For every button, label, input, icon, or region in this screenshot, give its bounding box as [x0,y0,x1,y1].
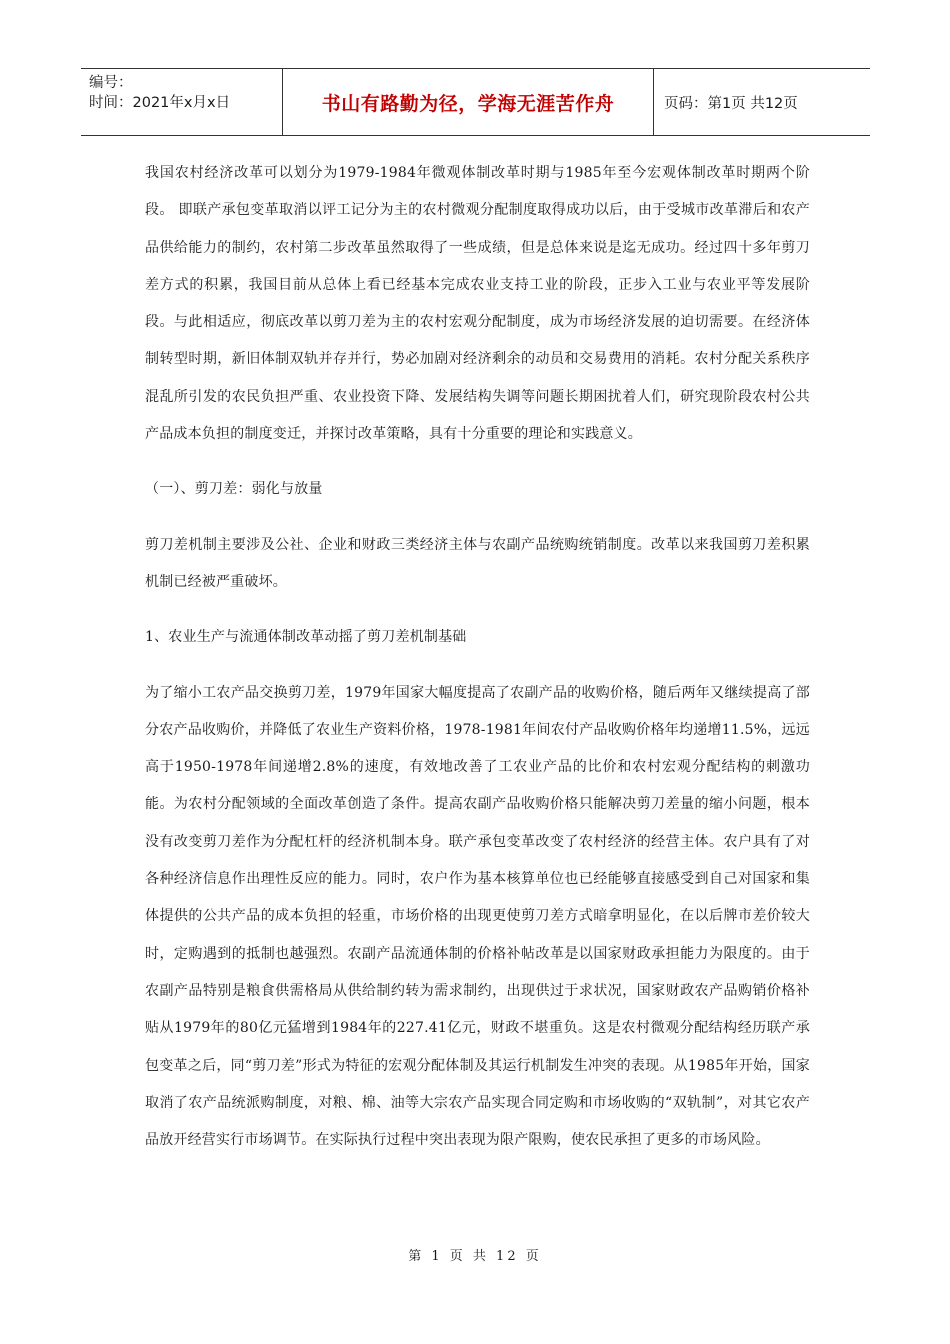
header-motto: 书山有路勤为径，学海无涯苦作舟 [283,69,654,135]
header-page-info: 页码：第1页 共12页 [664,95,798,112]
page-header [81,68,870,136]
page-footer: 第 1 页 共 12 页 [408,1249,542,1264]
intro-paragraph: 我国农村经济改革可以划分为1979-1984年微观体制改革时期与1985年至今宏观体制改革时期两个阶段。 即联产承包变革取消以评工记分为主的农村微观分配制度取得成功以后，由于受城市改革滞后和农产品供给能力的制约，农村第二步改革虽然取得了一些成绩，但是总体来说是迄无成功。经过四十多年剪刀差方式的积累，我国目前从总体上看已经基本完成农业支持工业的阶段，正步入工业与农业平等发展阶段。与此相适应，彻底改革以剪刀差为主的农村宏观分配制度，成为市场经济发展的迫切需要。在经济体制转型时期，新旧体制双轨并存并行，势必加剧对经济剩余的动员和交易费用的消耗。农村分配关系秩序混乱所引发的农民负担严重、农业投资下降、发展结构失调等问题长期困扰着人们，研究现阶段农村公共产品成本负担的制度变迁，并探讨改革策略，具有十分重要的理论和实践意义。 [145,165,810,443]
header-meta-cell [81,69,283,135]
subsection-paragraph: 为了缩小工农产品交换剪刀差，1979年国家大幅度提高了农副产品的收购价格，随后两年又继续提高了部分农产品收购价，并降低了农业生产资料价格，1978-1981年间农付产品收购价格年均递增11.5%，远远高于1950-1978年间递增2.8%的速度，有效地改善了工农业产品的比价和农村宏观分配结构的刺激功能。为农村分配领域的全面改革创造了条件。提高农副产品收购价格只能解决剪刀差量的缩小问题，根本没有改变剪刀差作为分配杠杆的经济机制本身。联产承包变革改变了农村经济的经营主体。农户具有了对各种经济信息作出理性反应的能力。同时，农户作为基本核算单位也已经能够直接感受到自己对国家和集体提供的公共产品的成本负担的轻重，市场价格的出现更使剪刀差方式暗拿明显化，在以后牌市差价较大时，定购遇到的抵制也越强烈。农副产品流通体制的价格补帖改革是以国家财政承担能力为限度的。由于农副产品特别是粮食供需格局从供给制约转为需求制约，出现供过于求状况，国家财政农产品购销价格补贴从1979年的80亿元猛增到1984年的227.41亿元，财政不堪重负。这是农村微观分配结构经历联产承包变革之后，同“剪刀差”形式为特征的宏观分配体制及其运行机制发生冲突的表现。从1985年开始，国家取消了农产品统派购制度，对粮、棉、油等大宗农产品实现合同定购和市场收购的“双轨制”，对其它农产品放开经营实行市场调节。在实际执行过程中突出表现为限产限购，使农民承担了更多的市场风险。 [145,684,810,1149]
subsection-heading: 1、农业生产与流通体制改革动摇了剪刀差机制基础 [145,629,467,646]
document-number-label: 编号： [89,75,133,91]
section-paragraph: 剪刀差机制主要涉及公社、企业和财政三类经济主体与农副产品统购统销制度。改革以来我国剪刀差积累机制已经被严重破坏。 [145,536,810,590]
document-date-label: 时间：2021年x月x日 [89,95,231,111]
document-body [145,155,810,1159]
section-heading: （一）、剪刀差：弱化与放量 [145,481,323,498]
